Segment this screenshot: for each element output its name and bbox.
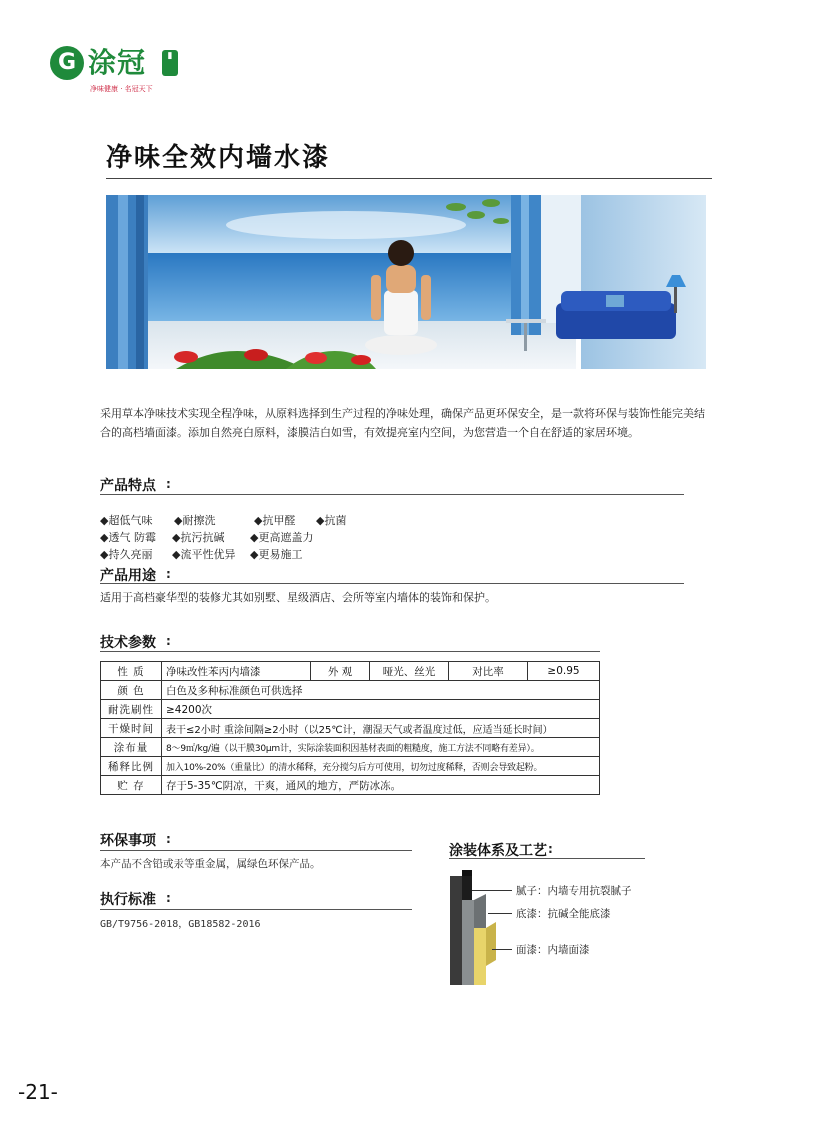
tech-divider: [100, 651, 600, 652]
standard-text: GB/T9756-2018，GB18582-2016: [100, 919, 261, 930]
layer-primer-label: 底漆：抗碱全能底漆: [516, 908, 611, 920]
table-value: 表干≤2小时 重涂间隔≥2小时（以25℃计，潮湿天气或者温度过低，应适当延长时间）: [162, 719, 600, 738]
features-row: [100, 529, 346, 546]
leader-line: [488, 913, 512, 914]
page-title: 净味全效内墙水漆: [106, 143, 331, 173]
feature-item: ◆耐擦洗: [174, 514, 216, 527]
brand-name: 涂冠: [88, 46, 147, 79]
table-value: ≥4200次: [162, 700, 600, 719]
layer-topcoat-label: 面漆：内墙面漆: [516, 944, 590, 956]
table-label: 耐洗刷性: [101, 700, 162, 719]
feature-item: ◆超低气味: [100, 514, 153, 527]
system-heading: 涂装体系及工艺: [449, 843, 547, 859]
heading-colon: :: [166, 477, 171, 491]
table-row: [101, 681, 600, 700]
feature-item: ◆流平性优异: [172, 548, 236, 561]
table-label: 颜 色: [101, 681, 162, 700]
features-divider: [100, 494, 684, 495]
table-label: 干燥时间: [101, 719, 162, 738]
features-row: [100, 546, 346, 563]
tech-heading: 技术参数: [100, 635, 156, 651]
heading-colon: :: [548, 842, 553, 856]
feature-item: ◆更高遮盖力: [250, 531, 314, 544]
table-row: [101, 738, 600, 757]
table-label: 稀释比例: [101, 757, 162, 776]
standard-divider: [100, 909, 412, 910]
page-number: -21-: [18, 1080, 58, 1104]
standard-heading: 执行标准: [100, 892, 156, 908]
leader-line: [492, 949, 512, 950]
table-value: 净味改性苯丙内墙漆: [162, 662, 311, 681]
heading-colon: :: [166, 891, 171, 905]
table-value: ≥0.95: [528, 662, 600, 681]
feature-item: ◆透气 防霉: [100, 531, 156, 544]
table-label: 贮 存: [101, 776, 162, 795]
features-heading: 产品特点: [100, 478, 156, 494]
heading-colon: :: [166, 832, 171, 846]
usage-heading: 产品用途: [100, 568, 156, 584]
table-row: [101, 719, 600, 738]
table-value: 哑光、丝光: [370, 662, 449, 681]
feature-item: ◆抗菌: [316, 514, 347, 527]
product-intro: 采用草本净味技术实现全程净味，从原料选择到生产过程的净味处理，确保产品更环保安全，是一款将环保与装饰性能完美结合的高档墙面漆。添加自然亮白原料，漆膜洁白如雪，有效提亮室内空间，为您营造一个自在舒适的家居环境。: [100, 407, 705, 439]
brand-slogan: 净味健康 · 名冠天下: [90, 85, 153, 93]
env-heading: 环保事项: [100, 833, 156, 849]
logo-mark-icon: G: [50, 46, 84, 80]
leader-line: [472, 890, 512, 891]
seal-icon: ▮: [162, 50, 178, 76]
heading-colon: :: [166, 634, 171, 648]
spec-table: [100, 661, 600, 795]
table-value: 加入10%-20%（重量比）的清水稀释，充分搅匀后方可使用，切勿过度稀释，否则会导致起粉。: [162, 757, 600, 776]
table-label: 对比率: [449, 662, 528, 681]
table-row: [101, 776, 600, 795]
features-row: [100, 512, 346, 529]
table-label: 性 质: [101, 662, 162, 681]
feature-item: ◆更易施工: [250, 548, 303, 561]
table-row: [101, 757, 600, 776]
usage-text: 适用于高档豪华型的装修尤其如别墅、星级酒店、会所等室内墙体的装饰和保护。: [100, 591, 496, 604]
env-text: 本产品不含铅或汞等重金属，属绿色环保产品。: [100, 858, 321, 870]
table-row: [101, 662, 600, 681]
feature-item: ◆持久亮丽: [100, 548, 153, 561]
layer-putty-label: 腻子：内墙专用抗裂腻子: [516, 885, 632, 897]
usage-divider: [100, 583, 684, 584]
system-divider: [449, 858, 645, 859]
table-value: 存于5-35℃阴凉，干爽，通风的地方，严防冰冻。: [162, 776, 600, 795]
table-label: 涂布量: [101, 738, 162, 757]
title-divider: [106, 178, 712, 179]
table-value: 8～9㎡/kg/遍（以干膜30μm计，实际涂装面积因基材表面的粗糙度，施工方法不同略有差异）。: [162, 738, 600, 757]
brand-logo: [50, 46, 180, 98]
env-divider: [100, 850, 412, 851]
feature-item: ◆抗污抗碱: [172, 531, 225, 544]
feature-item: ◆抗甲醛: [254, 514, 296, 527]
table-row: [101, 700, 600, 719]
coating-layers-diagram: [450, 870, 520, 985]
table-label: 外 观: [311, 662, 370, 681]
heading-colon: :: [166, 567, 171, 581]
table-value: 白色及多种标准颜色可供选择: [162, 681, 600, 700]
product-banner-image: [106, 195, 706, 369]
features-list: [100, 512, 346, 563]
